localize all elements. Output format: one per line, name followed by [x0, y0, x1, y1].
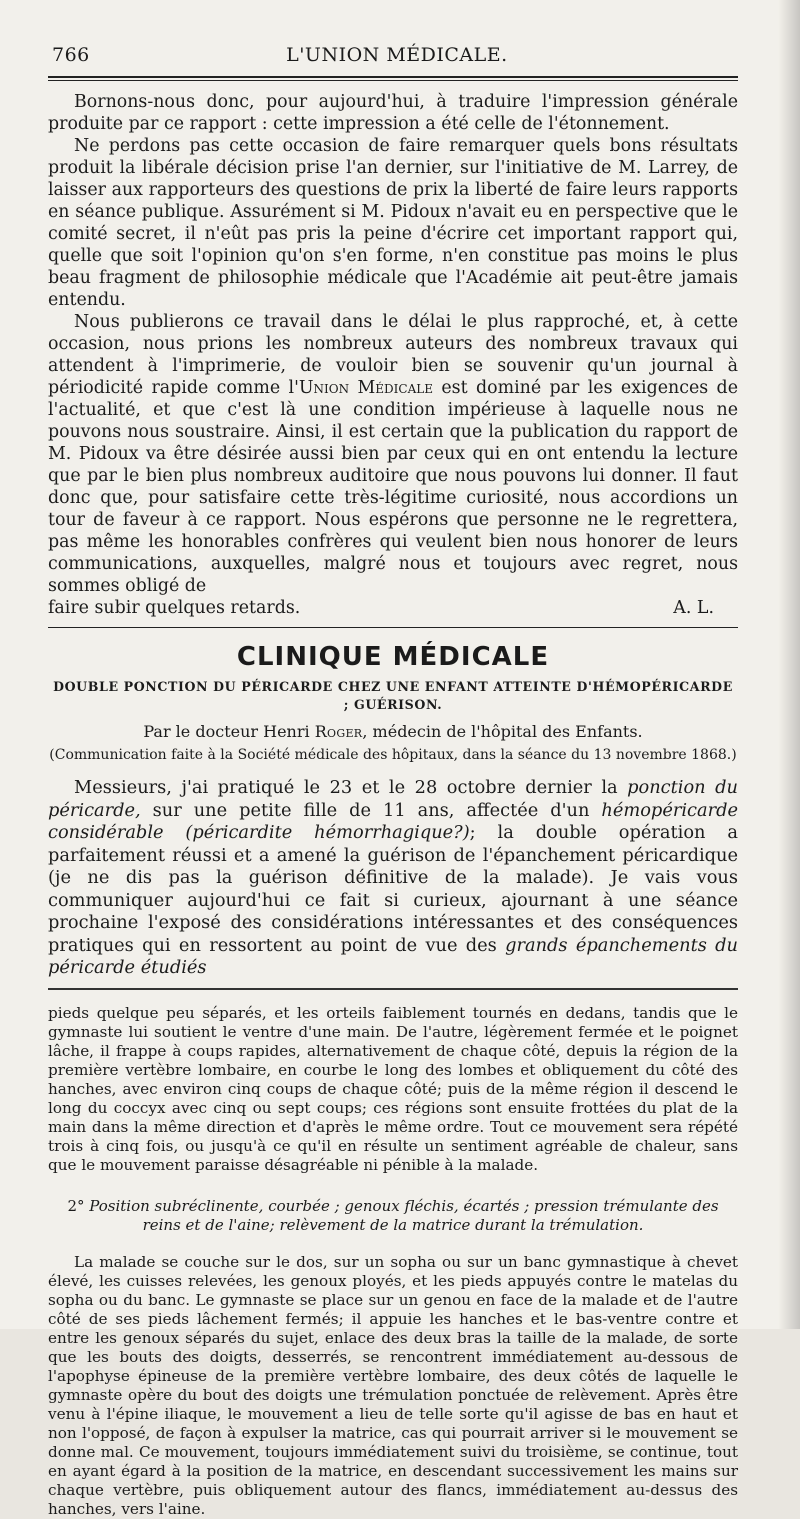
author-name: Roger [314, 722, 363, 741]
editorial-paragraph-2: Ne perdons pas cette occasion de faire remarquer quels bons résultats produit la libérale décision prise l'an dernier, sur l'initiative de M. Larrey, de laisser aux rapporteurs des questions de prix la liberté de faire leurs rapports en séance publique. Assurément si M. Pidoux n'avait eu en perspective que le comité secret, il n'eût pas pris la peine d'écrire cet important rapport qui, quelle que soit l'opinion qu'on s'en forme, n'en constitue pas moins le plus beau fragment de philosophie médicale que l'Académie ait peut-être jamais entendu. [48, 136, 738, 310]
editorial-last-line: faire subir quelques retards. [48, 598, 301, 618]
feuilleton-subheading: 2° Position subréclinente, courbée ; genoux fléchis, écartés ; pression trémulante des reins et de l'aine; relèvement de la matrice durant la trémulation. [67, 1196, 719, 1234]
section-title: CLINIQUE MÉDICALE [236, 642, 550, 672]
header-rule [48, 76, 738, 81]
editorial-signature: A. L. [673, 598, 714, 618]
feuilleton-rule [48, 988, 738, 990]
feuilleton-section [48, 1004, 738, 1519]
editorial-paragraph-3: Nous publierons ce travail dans le délai le plus rapproché, et, à cette occasion, nous prions les nombreux auteurs des nombreux travaux qui attendent à l'imprimerie, de vouloir bien se souvenir qu'un journal à périodicité rapide comme l'Union Médicale est dominé par les exigences de l'actualité, et que c'est là une condition impérieuse à laquelle nous ne pouvons nous soustraire. Ainsi, il est certain que la publication du rapport de M. Pidoux va être désirée aussi bien par ceux qui en ont entendu la lecture que par le bien plus nombreux auditoire que nous pouvons lui donner. Il faut donc que, pour satisfaire cette très-légitime curiosité, nous accordions un tour de faveur à ce rapport. Nous espérons que personne ne le regrettera, pas même les honorables confrères qui veulent bien nous honorer de leurs communications, auxquelles, malgré nous et toujours avec regret, nous sommes obligé de [48, 312, 738, 596]
article-title: DOUBLE PONCTION DU PÉRICARDE CHEZ UNE ENFANT ATTEINTE D'HÉMOPÉRICARDE ; GUÉRISON. [53, 679, 733, 712]
journal-name-smallcaps: Union Médicale [298, 378, 433, 398]
clinique-body [48, 777, 738, 980]
communication-note: (Communication faite à la Société médicale des hôpitaux, dans la séance du 13 novembre 1868.) [49, 747, 737, 763]
journal-title: L'UNION MÉDICALE. [286, 44, 508, 66]
editorial-section [48, 91, 738, 619]
byline: Par le docteur Henri Roger, médecin de l'hôpital des Enfants. [143, 722, 643, 741]
page-header [48, 44, 738, 72]
section-rule [48, 627, 738, 628]
editorial-paragraph-1: Bornons-nous donc, pour aujourd'hui, à traduire l'impression générale produite par ce rapport : cette impression a été celle de l'étonnement. [48, 92, 738, 134]
feuilleton-paragraph-1: pieds quelque peu séparés, et les orteils faiblement tournés en dedans, tandis que le gymnaste lui soutient le ventre d'une main. De l'autre, légèrement fermée et le poignet lâche, il frappe à coups rapides, alternativement de chaque côté, depuis la région de la première vertèbre lombaire, en courbe le long des lombes et obliquement du côté des hanches, avec environ cinq coups de chaque côté; puis de la même région il descend le long du coccyx avec cinq ou sept coups; ces régions sont ensuite frottées du plat de la main dans la même direction et d'après le même ordre. Tout ce mouvement sera répété trois à cinq fois, ou jusqu'à ce qu'il en résulte un sentiment agréable de chaleur, sans que le mouvement paraisse désagréable ni pénible à la malade. [48, 1003, 738, 1174]
clinique-paragraph-1: Messieurs, j'ai pratiqué le 23 et le 28 octobre dernier la ponction du péricarde, sur une petite fille de 11 ans, affectée d'un hémopéricarde considérable (péricardite hémorrhagique?); la double opération a parfaitement réussi et a amené la guérison de l'épanchement péricardique (je ne dis pas la guérison définitive de la malade). Je vais vous communiquer aujourd'hui ce fait si curieux, ajournant à une séance prochaine l'exposé des considérations intéressantes et des conséquences pratiques qui en ressortent au point de vue des grands épanchements du péricarde étudiés [48, 777, 738, 978]
feuilleton-paragraph-2: La malade se couche sur le dos, sur un sopha ou sur un banc gymnastique à chevet élevé, les cuisses relevées, les genoux ployés, et les pieds appuyés contre le matelas du sopha ou du banc. Le gymnaste se place sur un genou en face de la malade et de l'autre côté de ses pieds lâchement fermés; il appuie les hanches et le bas-ventre contre et entre les genoux séparés du sujet, enlace des deux bras la taille de la malade, de sorte que les bouts des doigts, desserrés, se rencontrent immédiatement au-dessous de l'apophyse épineuse de la première vertèbre lombaire, des deux côtés de laquelle le gymnaste opère du bout des doigts une trémulation ponctuée de relèvement. Après être venu à l'épine iliaque, le mouvement a lieu de telle sorte qu'il agisse de bas en haut et non l'opposé, de façon à expulser la matrice, cas qui pourrait arriver si le mouvement se donne mal. Ce mouvement, toujours immédiatement suivi du troisième, se continue, tout en ayant égard à la position de la matrice, en descendant successivement les mains sur chaque vertèbre, puis obliquement autour des flancs, immédiatement au-dessus des hanches, vers l'aine. [48, 1252, 738, 1518]
page-number: 766 [52, 44, 90, 66]
editorial-closing [48, 597, 738, 619]
